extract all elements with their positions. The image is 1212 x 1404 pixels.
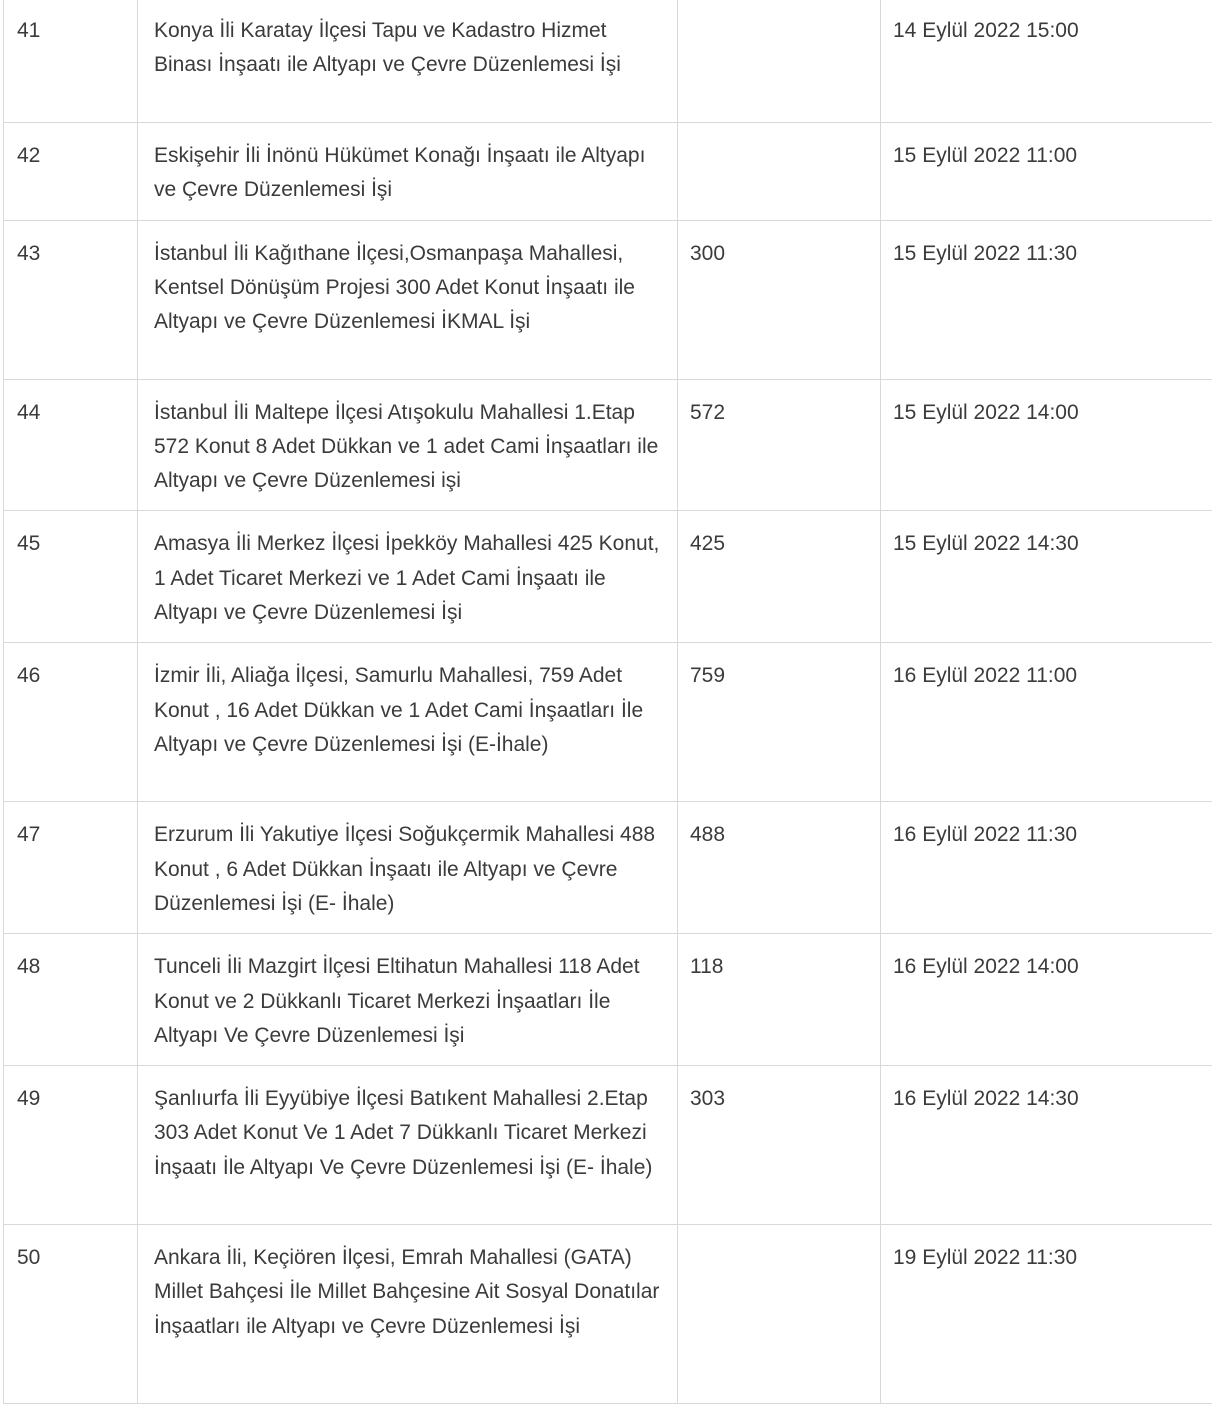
tender-name: Eskişehir İli İnönü Hükümet Konağı İnşaatı ile Altyapı ve Çevre Düzenlemesi İşi [138, 123, 678, 221]
housing-count [678, 0, 881, 123]
row-number: 41 [4, 0, 138, 123]
tender-name: Konya İli Karatay İlçesi Tapu ve Kadastro Hizmet Binası İnşaatı ile Altyapı ve Çevre Düzenlemesi İşi [138, 0, 678, 123]
table-row [4, 220, 1212, 379]
tender-date: 16 Eylül 2022 14:00 [881, 934, 1212, 1066]
housing-count: 300 [678, 220, 881, 379]
table-row [4, 379, 1212, 511]
tender-date: 15 Eylül 2022 14:30 [881, 511, 1212, 643]
tender-date: 15 Eylül 2022 11:00 [881, 123, 1212, 221]
row-number: 47 [4, 802, 138, 934]
table-row [4, 511, 1212, 643]
tender-date: 19 Eylül 2022 11:30 [881, 1225, 1212, 1404]
table-row [4, 1066, 1212, 1225]
tender-date: 15 Eylül 2022 11:30 [881, 220, 1212, 379]
row-number: 45 [4, 511, 138, 643]
table-row [4, 643, 1212, 802]
table-row [4, 802, 1212, 934]
housing-count: 488 [678, 802, 881, 934]
tender-name: Ankara İli, Keçiören İlçesi, Emrah Mahallesi (GATA) Millet Bahçesi İle Millet Bahçesine Ait Sosyal Donatılar İnşaatları ile Altyapı ve Çevre Düzenlemesi İşi [138, 1225, 678, 1404]
housing-count: 572 [678, 379, 881, 511]
row-number: 46 [4, 643, 138, 802]
tender-table-container [3, 0, 1212, 1404]
tender-name: Erzurum İli Yakutiye İlçesi Soğukçermik Mahallesi 488 Konut , 6 Adet Dükkan İnşaatı ile Altyapı ve Çevre Düzenlemesi İşi (E- İhale) [138, 802, 678, 934]
table-row [4, 934, 1212, 1066]
row-number: 43 [4, 220, 138, 379]
row-number: 44 [4, 379, 138, 511]
housing-count [678, 1225, 881, 1404]
tender-date: 14 Eylül 2022 15:00 [881, 0, 1212, 123]
row-number: 50 [4, 1225, 138, 1404]
table-row [4, 123, 1212, 221]
housing-count [678, 123, 881, 221]
tender-name: Şanlıurfa İli Eyyübiye İlçesi Batıkent Mahallesi 2.Etap 303 Adet Konut Ve 1 Adet 7 Dükkanlı Ticaret Merkezi İnşaatı İle Altyapı Ve Çevre Düzenlemesi İşi (E- İhale) [138, 1066, 678, 1225]
tender-date: 16 Eylül 2022 11:00 [881, 643, 1212, 802]
row-number: 49 [4, 1066, 138, 1225]
tender-name: İzmir İli, Aliağa İlçesi, Samurlu Mahallesi, 759 Adet Konut , 16 Adet Dükkan ve 1 Adet Cami İnşaatları İle Altyapı ve Çevre Düzenlemesi İşi (E-İhale) [138, 643, 678, 802]
tender-date: 16 Eylül 2022 11:30 [881, 802, 1212, 934]
tender-date: 16 Eylül 2022 14:30 [881, 1066, 1212, 1225]
housing-count: 759 [678, 643, 881, 802]
tender-date: 15 Eylül 2022 14:00 [881, 379, 1212, 511]
table-row [4, 0, 1212, 123]
tender-name: İstanbul İli Kağıthane İlçesi,Osmanpaşa Mahallesi, Kentsel Dönüşüm Projesi 300 Adet Konut İnşaatı ile Altyapı ve Çevre Düzenlemesi İKMAL İşi [138, 220, 678, 379]
tender-name: Tunceli İli Mazgirt İlçesi Eltihatun Mahallesi 118 Adet Konut ve 2 Dükkanlı Ticaret Merkezi İnşaatları İle Altyapı Ve Çevre Düzenlemesi İşi [138, 934, 678, 1066]
row-number: 42 [4, 123, 138, 221]
tender-name: Amasya İli Merkez İlçesi İpekköy Mahallesi 425 Konut, 1 Adet Ticaret Merkezi ve 1 Adet Cami İnşaatı ile Altyapı ve Çevre Düzenlemesi İşi [138, 511, 678, 643]
table-row [4, 1225, 1212, 1404]
housing-count: 425 [678, 511, 881, 643]
tender-table [3, 0, 1212, 1404]
housing-count: 303 [678, 1066, 881, 1225]
housing-count: 118 [678, 934, 881, 1066]
row-number: 48 [4, 934, 138, 1066]
tender-name: İstanbul İli Maltepe İlçesi Atışokulu Mahallesi 1.Etap 572 Konut 8 Adet Dükkan ve 1 adet Cami İnşaatları ile Altyapı ve Çevre Düzenlemesi işi [138, 379, 678, 511]
